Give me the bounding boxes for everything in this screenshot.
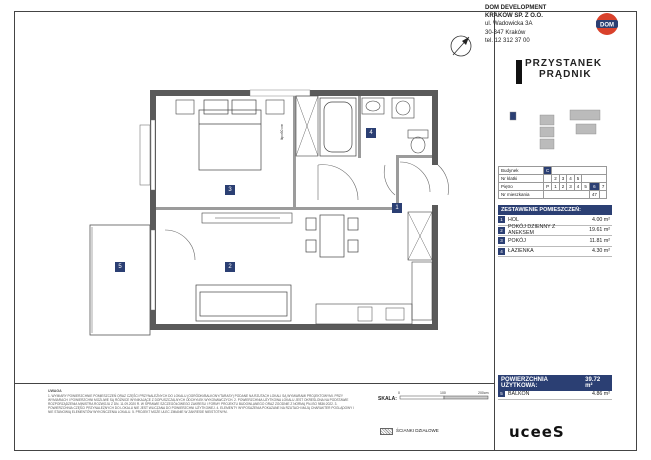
floor-p: P — [544, 183, 552, 191]
notes-title: UWAGA — [48, 389, 62, 393]
company-name: DOM DEVELOPMENT — [485, 5, 547, 11]
sink-icon — [362, 98, 384, 114]
scale-mark-0: 0 — [398, 391, 400, 395]
project-name-2: PRĄDNIK — [539, 69, 592, 80]
bed-note: lkp=60 cm — [280, 123, 284, 140]
apartment-label: Nr mieszkania — [499, 191, 544, 199]
balcony-summary — [498, 389, 612, 400]
room-row — [498, 247, 612, 258]
room-label-1: 1 — [392, 203, 402, 213]
location-table — [498, 166, 607, 199]
scale-mark-200: 200cm — [478, 391, 489, 395]
wall-bottom — [150, 324, 438, 330]
building-label: Budynek — [499, 167, 544, 175]
usable-area-label: POWIERZCHNIA UŻYTKOWA: — [501, 377, 548, 389]
room-num: 4 — [498, 248, 505, 255]
rooms-summary — [498, 205, 612, 257]
floor-4: 4 — [574, 183, 582, 191]
room-label-2: 2 — [225, 262, 235, 272]
washer-icon — [392, 98, 414, 118]
company-info — [485, 4, 546, 45]
room-row — [498, 236, 612, 247]
room-num: 2 — [498, 227, 505, 234]
floor-2: 2 — [559, 183, 567, 191]
stair-3: 3 — [559, 175, 567, 183]
room-name: ŁAZIENKA — [508, 248, 534, 255]
building-value: C — [544, 167, 552, 175]
key-plan — [510, 110, 600, 149]
dom-logo-text: DOM — [600, 22, 614, 29]
project-logo-bar-icon — [516, 60, 522, 84]
bed-icon — [199, 100, 261, 170]
floor-label: Piętro — [499, 183, 544, 191]
room-area: 4.30 m² — [592, 248, 610, 255]
balcony-name: BALKON — [508, 390, 530, 397]
company-phone: tel. 12 312 37 00 — [485, 37, 530, 44]
wall-right — [432, 90, 438, 330]
room-area: 19.61 m² — [589, 227, 610, 234]
north-arrow-icon — [451, 36, 471, 56]
room-row — [498, 226, 612, 237]
room-area: 11.81 m² — [589, 237, 610, 244]
project-name-1: PRZYSTANEK — [525, 58, 603, 69]
sofa-icon — [196, 285, 291, 321]
room-name: POKÓJ — [508, 237, 526, 244]
rooms-header: ZESTAWIENIE POMIESZCZEŃ: — [498, 205, 612, 215]
floor-5: 5 — [582, 183, 590, 191]
room-label-5: 5 — [115, 262, 125, 272]
dom-logo-icon — [590, 12, 624, 36]
balcony-area: 4.86 m² — [592, 390, 610, 397]
floor-1: 1 — [552, 183, 560, 191]
project-logo — [525, 58, 602, 80]
scale-bar — [400, 396, 488, 399]
room-label-3: 3 — [225, 185, 235, 195]
room-row — [498, 389, 612, 400]
room-name: POKÓJ DZIENNY Z ANEKSEM — [508, 224, 556, 237]
room-label-4: 4 — [366, 128, 376, 138]
room-name: HOL — [508, 216, 519, 223]
company-street: ul. Wadowicka 3A — [485, 21, 533, 28]
company-entity: KRAKÓW SP. Z O.O. — [485, 13, 543, 20]
floor-6: 6 — [589, 183, 599, 191]
brand-logo: uceeS — [509, 423, 565, 441]
toilet-icon — [408, 130, 428, 153]
legend-partition-walls: ŚCIANKI DZIAŁOWE — [396, 428, 439, 433]
room-area: 4.00 m² — [592, 216, 610, 223]
stair-5: 5 — [574, 175, 582, 183]
stair-4: 4 — [567, 175, 575, 183]
balcony-num: 5 — [498, 390, 505, 397]
stair-label: Nr klatki — [499, 175, 544, 183]
partition-wall-swatch-icon — [380, 428, 393, 435]
floor-3: 3 — [567, 183, 575, 191]
usable-area-value: 39.72 m² — [585, 377, 601, 389]
scale-label: SKALA: — [378, 396, 397, 402]
stair-2: 2 — [552, 175, 560, 183]
bathtub-icon — [320, 98, 356, 156]
scale-mark-100: 100 — [440, 391, 446, 395]
dining-table-icon — [306, 215, 358, 257]
room-num: 3 — [498, 237, 505, 244]
company-city: 30-347 Kraków — [485, 29, 526, 36]
notes-block — [48, 389, 358, 414]
floor-7: 7 — [599, 183, 607, 191]
notes-text: 1. WYMIARY POWIERZCHNIE POMIESZCZEŃ ORAZ CZĘŚCI PRZYNALEŻNYCH DO LOKALU (OGRÓDKI/BALKONY/TARASY) PODANE NA RZUTACH LOKALI SĄ WYMIARAMI PROJEKTOWYMI. PRZY WYMIARACH I POWIERZCHNI MOŻLIWE SĄ RÓŻNICE WYNIKAJĄCE Z DOPUSZCZALNYCH ODCHYŁEK WYKONAWCZYCH. 2. POWIERZCHNIA UŻYTKOWA LOKALU JEST OKREŚLONA NA PODSTAWIE ROZPORZĄDZENIA MINISTRA ROZWOJU Z DN. 11.09.2020 R. W SPRAWIE SZCZEGÓŁOWEGO ZAKRESU I FORMY PROJEKTU BUDOWLANEGO ORAZ ZGODNIE Z NORMĄ PN-ISO 9836:2022. 3. POWIERZCHNIA CZĘŚCI PRZYNALEŻNYCH DO LOKALU NIE JEST WLICZANA DO POWIERZCHNI UŻYTKOWEJ. 4. ELEMENTY WYPOSAŻENIA POKAZANE NA RZUTACH MAJĄ CHARAKTER POGLĄDOWY I NIE STANOWIĄ ELEMENTÓW WYKOŃCZENIA LOKALU. 5. PROJEKT MOŻE ULEC ZMIANIE W ZAKRESIE NIEISTOTNYM. — [48, 394, 354, 414]
apartment-value: 47 — [589, 191, 599, 199]
room-num: 1 — [498, 216, 505, 223]
